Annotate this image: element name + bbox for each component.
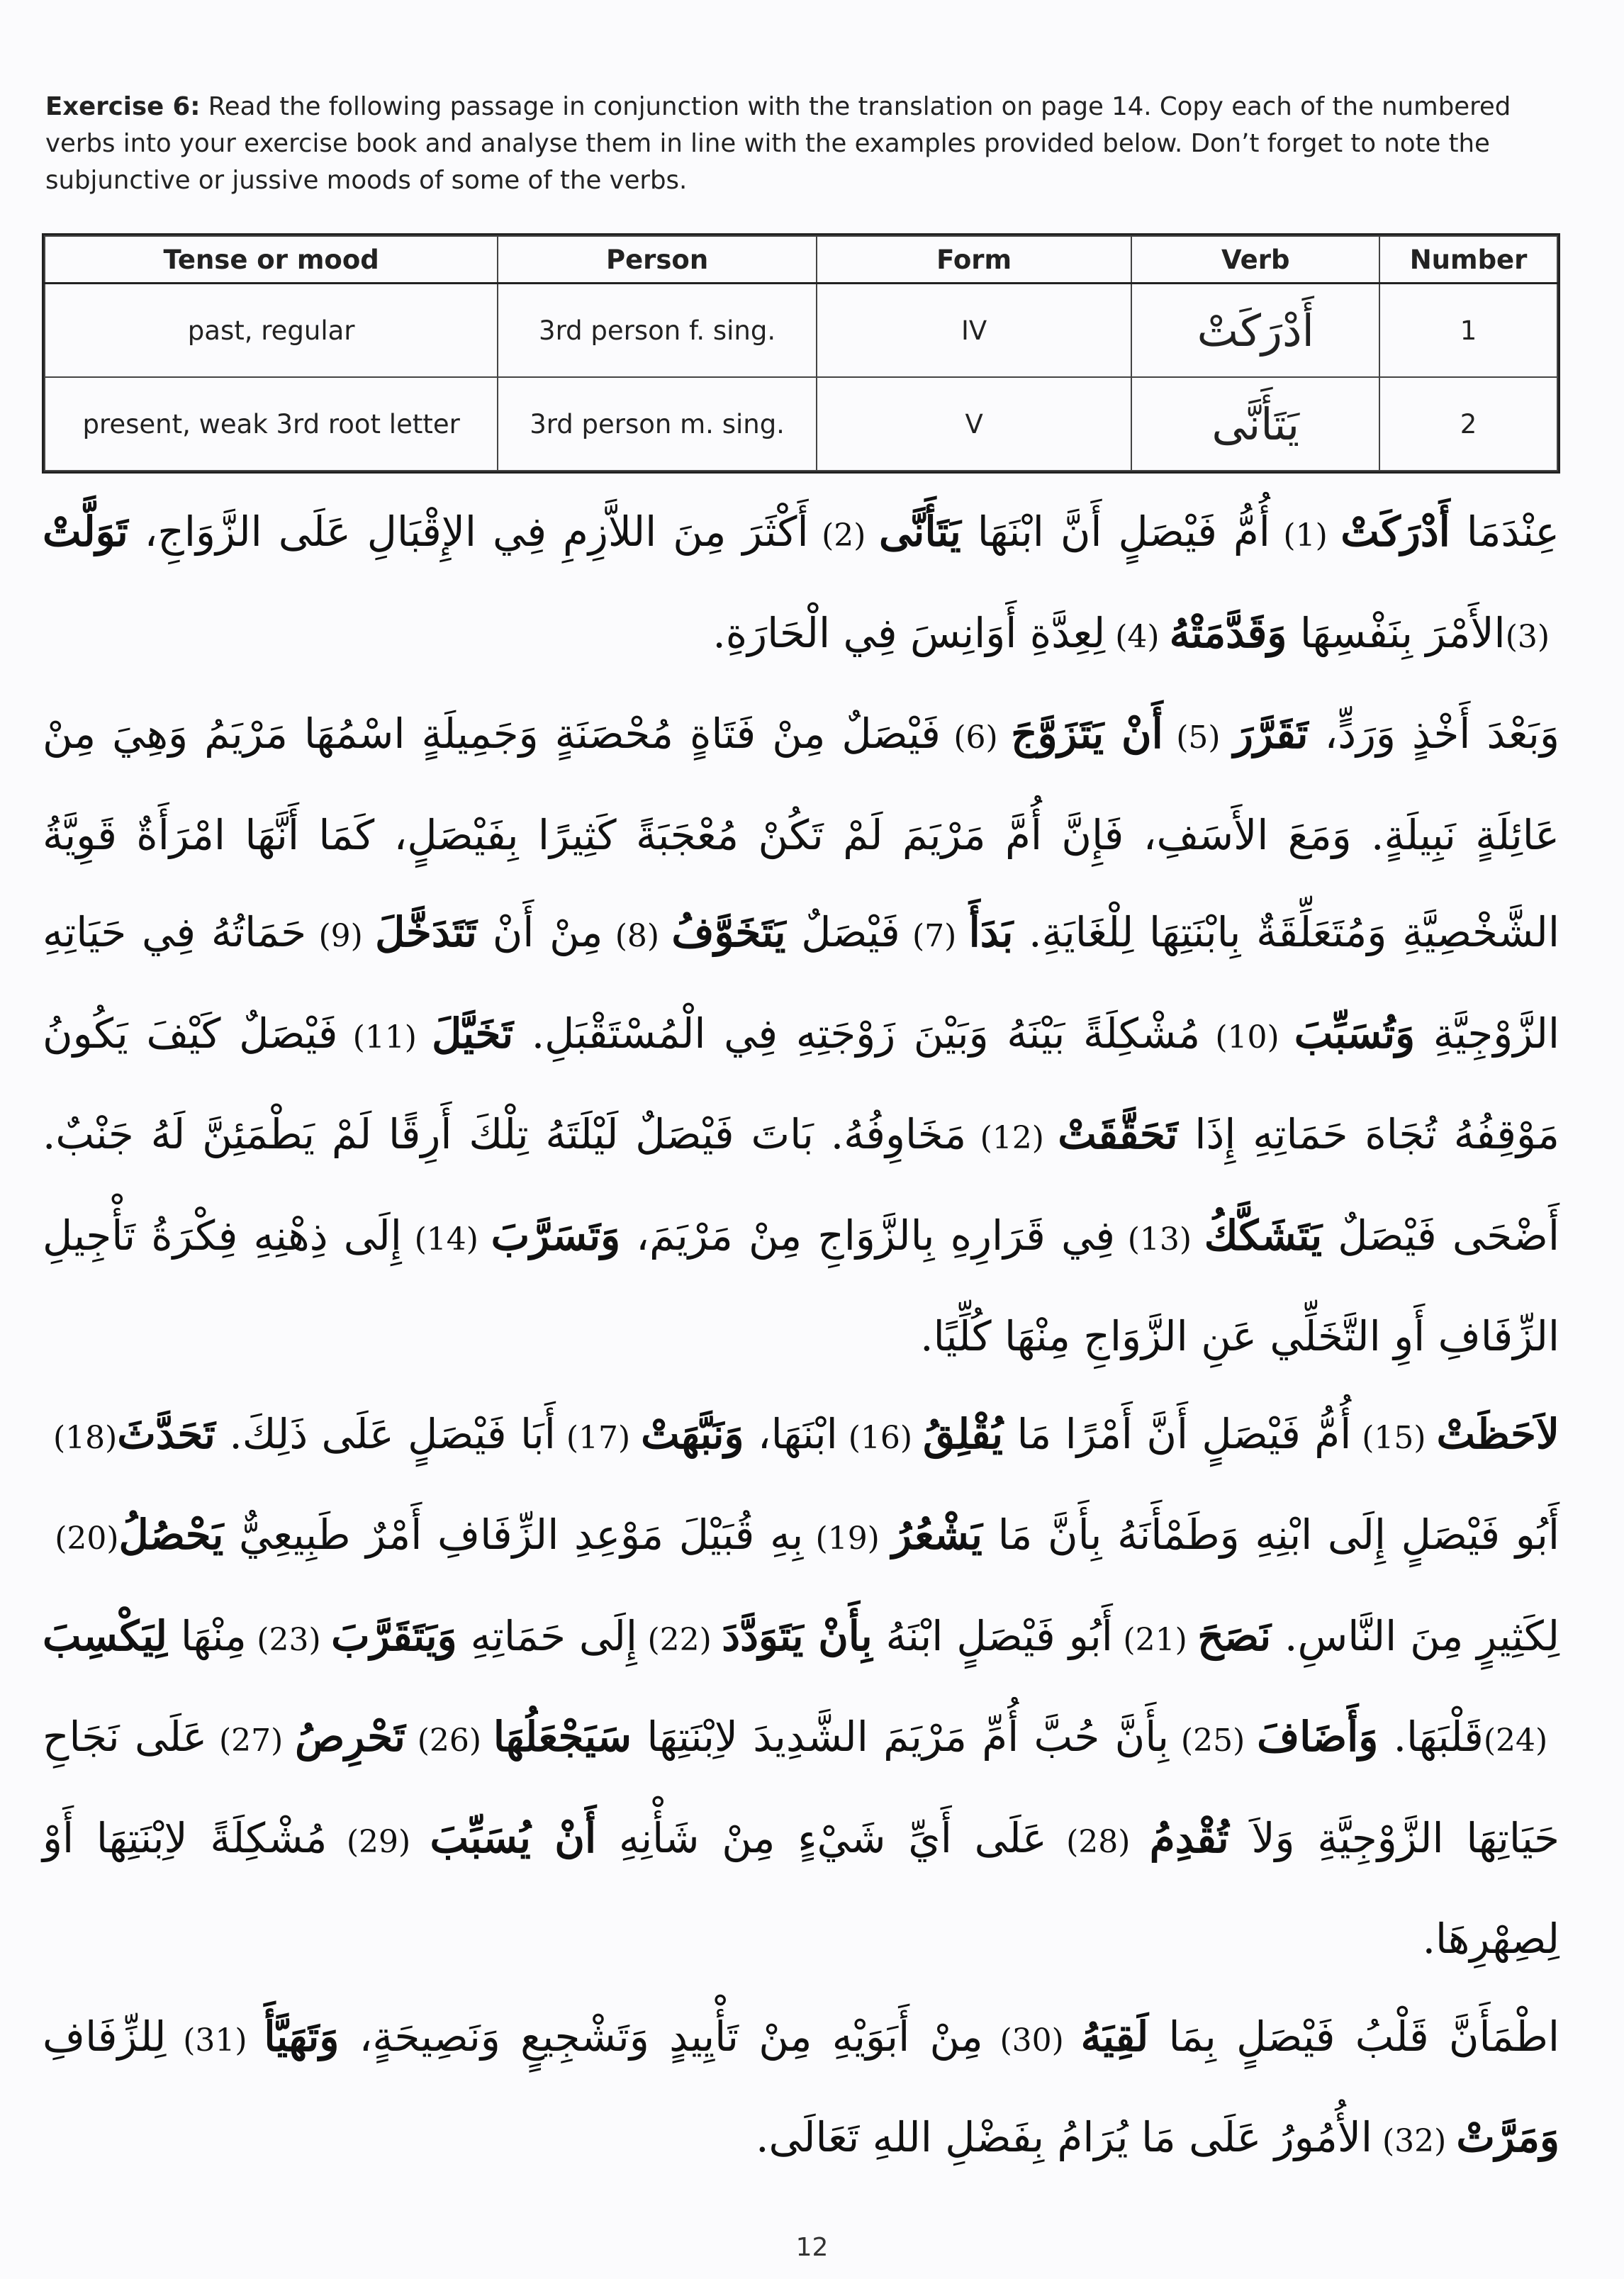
numbered-verb: وَتَهَيَّأَ — [264, 2012, 340, 2061]
numbered-verb: يَشْعُرُ — [892, 1511, 982, 1559]
cell-form: IV — [817, 284, 1132, 378]
verb-number: (18) — [43, 1419, 118, 1456]
verb-number: (6) — [940, 719, 1012, 756]
exercise-label: Exercise 6: — [45, 92, 201, 121]
passage-text: عَلَى نَجَاحِ حَيَاتِهَا الزَّوْجِيَّةِ وَلاَ — [43, 1713, 1559, 1862]
numbered-verb: تَحَقَّقَتْ — [1058, 1110, 1178, 1158]
numbered-verb: يَتَأَنَّى — [878, 508, 961, 556]
verb-number: (10) — [1200, 1019, 1294, 1055]
passage-text: وَبَعْدَ أَخْذٍ وَرَدٍّ، — [1308, 710, 1559, 758]
passage-text: عَلَى أَيِّ شَيْءٍ مِنْ شَأْنِهِ — [596, 1813, 1047, 1862]
cell-number: 2 — [1379, 377, 1557, 471]
passage-text: أَبُو فَيْصَلٍ ابْنَهُ — [872, 1611, 1113, 1660]
passage-text: فَيْصَلٌ — [785, 908, 900, 956]
cell-verb: يَتَأَنَّى — [1131, 377, 1379, 471]
passage-text: فَيْصَلٌ كَيْفَ يَكُونُ مَوْقِفُهُ تُجَاهَ حَمَاتِهِ إِذَا — [43, 1009, 1560, 1158]
passage-text: مِنْهَا — [167, 1611, 247, 1660]
passage-text: اطْمَأَنَّ قَلْبُ فَيْصَلٍ بِمَا — [1148, 2012, 1559, 2061]
verb-number: (15) — [1351, 1419, 1437, 1456]
table-row — [45, 284, 1557, 378]
header-number: Number — [1379, 236, 1557, 284]
passage-text: لِلزِّفَافِ — [43, 2012, 167, 2061]
passage-text: بِهِ قُبَيْلَ مَوْعِدِ الزِّفَافِ أَمْرٌ طَبِيعِيٌّ — [223, 1511, 804, 1559]
numbered-verb: تَحَدَّثَ — [117, 1409, 215, 1458]
verb-number: (22) — [637, 1621, 722, 1658]
verb-number: (14) — [401, 1221, 491, 1258]
passage-text: قَلْبَهَا. — [1378, 1713, 1484, 1761]
passage-paragraph — [43, 1386, 1559, 1988]
passage-text: الأَمْرَ بِنَفْسِهَا — [1287, 608, 1506, 657]
verb-number: (27) — [207, 1723, 296, 1759]
arabic-passage — [43, 483, 1559, 2190]
passage-text: مِنْ أَبَوَيْهِ مِنْ تَأْيِيدٍ وَتَشْجِيعٍ وَنَصِيحَةٍ، — [339, 2012, 983, 2061]
passage-text: عِنْدَمَا — [1450, 508, 1560, 556]
passage-text: مَخَاوِفُهُ. بَاتَ فَيْصَلٌ لَيْلَتَهُ تِلْكَ أَرِقًا لَمْ يَطْمَئِنَّ لَهُ جَنْبٌ. أَضْحَى فَيْصَلٌ — [43, 1110, 1560, 1260]
passage-text: ابْنَهَا، — [744, 1409, 838, 1458]
numbered-verb: تُقْدِمُ — [1149, 1813, 1229, 1862]
verb-number: (26) — [405, 1723, 493, 1759]
passage-text: مُشْكِلَةً لاِبْنَتِهَا أَوْ لِصِهْرِهَا. — [43, 1813, 1559, 1963]
passage-text: إِلَى حَمَاتِهِ — [457, 1611, 637, 1660]
numbered-verb: يَحْصُلُ — [118, 1511, 224, 1559]
numbered-verb: لِيَكْسِبَ — [43, 1611, 167, 1660]
verb-number: (3) — [1505, 618, 1559, 655]
cell-number: 1 — [1379, 284, 1557, 378]
passage-text: لِعِدَّةِ أَوَانِسَ فِي الْحَارَةِ. — [712, 608, 1106, 657]
passage-text: فَيْصَلٌ مِنْ فَتَاةٍ مُحْصَنَةٍ وَجَمِيلَةٍ اسْمُهَا مَرْيَمُ وَهِيَ مِنْ عَائِلَةٍ نَبِيلَةٍ. وَمَعَ الأَسَفِ، فَإِنَّ أُمَّ مَرْيَمَ لَمْ تَكُنْ مُعْجَبَةً كَثِيرًا بِفَيْصَلٍ، كَمَا أَنَّهَا امْرَأَةٌ قَوِيَّةُ الشَّخْصِيَّةِ وَمُتَعَلِّقَةٌ بِابْنَتِهَا لِلْغَايَةِ. — [43, 710, 1559, 956]
passage-text: مُشْكِلَةً بَيْنَهُ وَبَيْنَ زَوْجَتِهِ فِي الْمُسْتَقْبَلِ. — [513, 1009, 1201, 1058]
exercise-text: Read the following passage in conjunction with the translation on page 14. Copy each of the numbered verbs into your exercise book and analyse them in line with the examples provided below. Don’t forget to note the subjunctive or jussive moods of some of the verbs. — [45, 92, 1511, 195]
verb-number: (9) — [306, 918, 376, 954]
verb-number: (12) — [966, 1120, 1058, 1156]
numbered-verb: يَتَخَوَّفُ — [671, 908, 786, 956]
passage-text: أُمُّ فَيْصَلٍ أَنَّ ابْنَهَا — [961, 508, 1270, 556]
numbered-verb: وَتُسَبِّبَ — [1294, 1009, 1416, 1058]
verb-analysis-table — [44, 235, 1558, 471]
exercise-instructions — [45, 89, 1548, 199]
verb-number: (25) — [1169, 1723, 1258, 1759]
header-verb: Verb — [1131, 236, 1379, 284]
numbered-verb: لَقِيَهُ — [1080, 2012, 1149, 2061]
cell-person: 3rd person m. sing. — [498, 377, 817, 471]
numbered-verb: وَيَتَقَرَّبَ — [331, 1611, 457, 1660]
passage-text: إِلَى ذِهْنِهِ فِكْرَةُ تَأْجِيلِ الزِّفَافِ أَوِ التَّخَلِّي عَنِ الزَّوَاجِ مِنْهَا كُلِّيًا. — [43, 1211, 1559, 1360]
passage-text: الأُمُورُ عَلَى مَا يُرَامُ بِفَضْلِ اللهِ تَعَالَى. — [756, 2113, 1373, 2161]
passage-paragraph — [43, 1988, 1559, 2190]
table-header-row — [45, 236, 1557, 284]
verb-number: (20) — [43, 1521, 119, 1557]
numbered-verb: يُقْلِقُ — [923, 1409, 1004, 1458]
numbered-verb: بَدَأَ — [968, 908, 1014, 956]
passage-text: بِأَنَّ حُبَّ أُمِّ مَرْيَمَ الشَّدِيدَ لاِبْنَتِهَا — [632, 1713, 1170, 1761]
verb-number: (8) — [603, 918, 672, 954]
verb-number: (5) — [1163, 719, 1234, 756]
numbered-verb: تَتَدَخَّلَ — [375, 908, 477, 956]
cell-form: V — [817, 377, 1132, 471]
verb-number: (2) — [808, 517, 879, 554]
numbered-verb: وَقَدَّمَتْهُ — [1169, 608, 1287, 657]
verb-number: (31) — [166, 2022, 264, 2059]
passage-text: فِي قَرَارِهِ بِالزَّوَاجِ مِنْ مَرْيَمَ، — [620, 1211, 1116, 1260]
numbered-verb: تَوَلَّتْ — [43, 508, 128, 556]
verb-number: (19) — [803, 1521, 892, 1557]
numbered-verb: أَنْ يَتَزَوَّجَ — [1011, 710, 1163, 758]
cell-verb: أَدْرَكَتْ — [1131, 284, 1379, 378]
header-person: Person — [498, 236, 817, 284]
numbered-verb: وَمَرَّتْ — [1456, 2113, 1559, 2161]
numbered-verb: تَحْرِصُ — [295, 1713, 405, 1761]
passage-paragraph — [43, 483, 1559, 685]
verb-number: (32) — [1372, 2123, 1457, 2159]
verb-number: (16) — [837, 1419, 923, 1456]
numbered-verb: تَخَيَّلَ — [432, 1009, 514, 1058]
header-form: Form — [817, 236, 1132, 284]
passage-text: أَبُو فَيْصَلٍ إِلَى ابْنِهِ وَطَمْأَنَهُ بِأَنَّ مَا — [982, 1511, 1560, 1559]
numbered-verb: لاَحَظَتْ — [1436, 1409, 1560, 1458]
verb-number: (13) — [1115, 1221, 1204, 1258]
header-tense: Tense or mood — [45, 236, 498, 284]
table-row — [45, 377, 1557, 471]
numbered-verb: سَيَجْعَلُهَا — [493, 1713, 632, 1761]
passage-text: أَبَا فَيْصَلٍ عَلَى ذَلِكَ. — [215, 1409, 556, 1458]
numbered-verb: أَنْ يُسَبِّبَ — [430, 1813, 597, 1862]
verb-number: (7) — [900, 918, 969, 954]
passage-text: مِنْ أَنْ — [476, 908, 603, 956]
verb-number: (4) — [1105, 618, 1170, 655]
numbered-verb: وَنَبَّهَتْ — [641, 1409, 744, 1458]
verb-number: (28) — [1046, 1823, 1150, 1860]
numbered-verb: أَدْرَكَتْ — [1340, 508, 1450, 556]
numbered-verb: وَأَضَافَ — [1257, 1713, 1379, 1761]
passage-text: حَمَاتُهُ فِي حَيَاتِهِ الزَّوْجِيَّةِ — [43, 908, 1559, 1058]
passage-text: أُمُّ فَيْصَلٍ أَنَّ أَمْرًا مَا — [1003, 1409, 1352, 1458]
cell-tense: present, weak 3rd root letter — [45, 377, 498, 471]
numbered-verb: وَتَسَرَّبَ — [491, 1211, 621, 1260]
cell-person: 3rd person f. sing. — [498, 284, 817, 378]
verb-number: (24) — [1483, 1723, 1560, 1759]
passage-paragraph — [43, 685, 1559, 1386]
cell-tense: past, regular — [45, 284, 498, 378]
verb-number: (17) — [555, 1419, 642, 1456]
numbered-verb: يَتَشَكَّكُ — [1204, 1211, 1323, 1260]
numbered-verb: تَقَرَّرَ — [1233, 710, 1309, 758]
verb-number: (30) — [982, 2022, 1081, 2059]
numbered-verb: نَصَحَ — [1197, 1611, 1272, 1660]
passage-text: لِكَثِيرٍ مِنَ النَّاسِ. — [1271, 1611, 1560, 1660]
verb-number: (11) — [337, 1019, 432, 1055]
verb-number: (29) — [327, 1823, 430, 1860]
page-number: 12 — [795, 2233, 829, 2262]
verb-number: (21) — [1112, 1621, 1198, 1658]
passage-text: أَكْثَرَ مِنَ اللاَّزِمِ فِي الإِقْبَالِ عَلَى الزَّوَاجِ، — [128, 508, 809, 556]
numbered-verb: بِأَنْ يَتَوَدَّدَ — [722, 1611, 873, 1660]
verb-number: (23) — [246, 1621, 332, 1658]
verb-number: (1) — [1270, 517, 1341, 554]
